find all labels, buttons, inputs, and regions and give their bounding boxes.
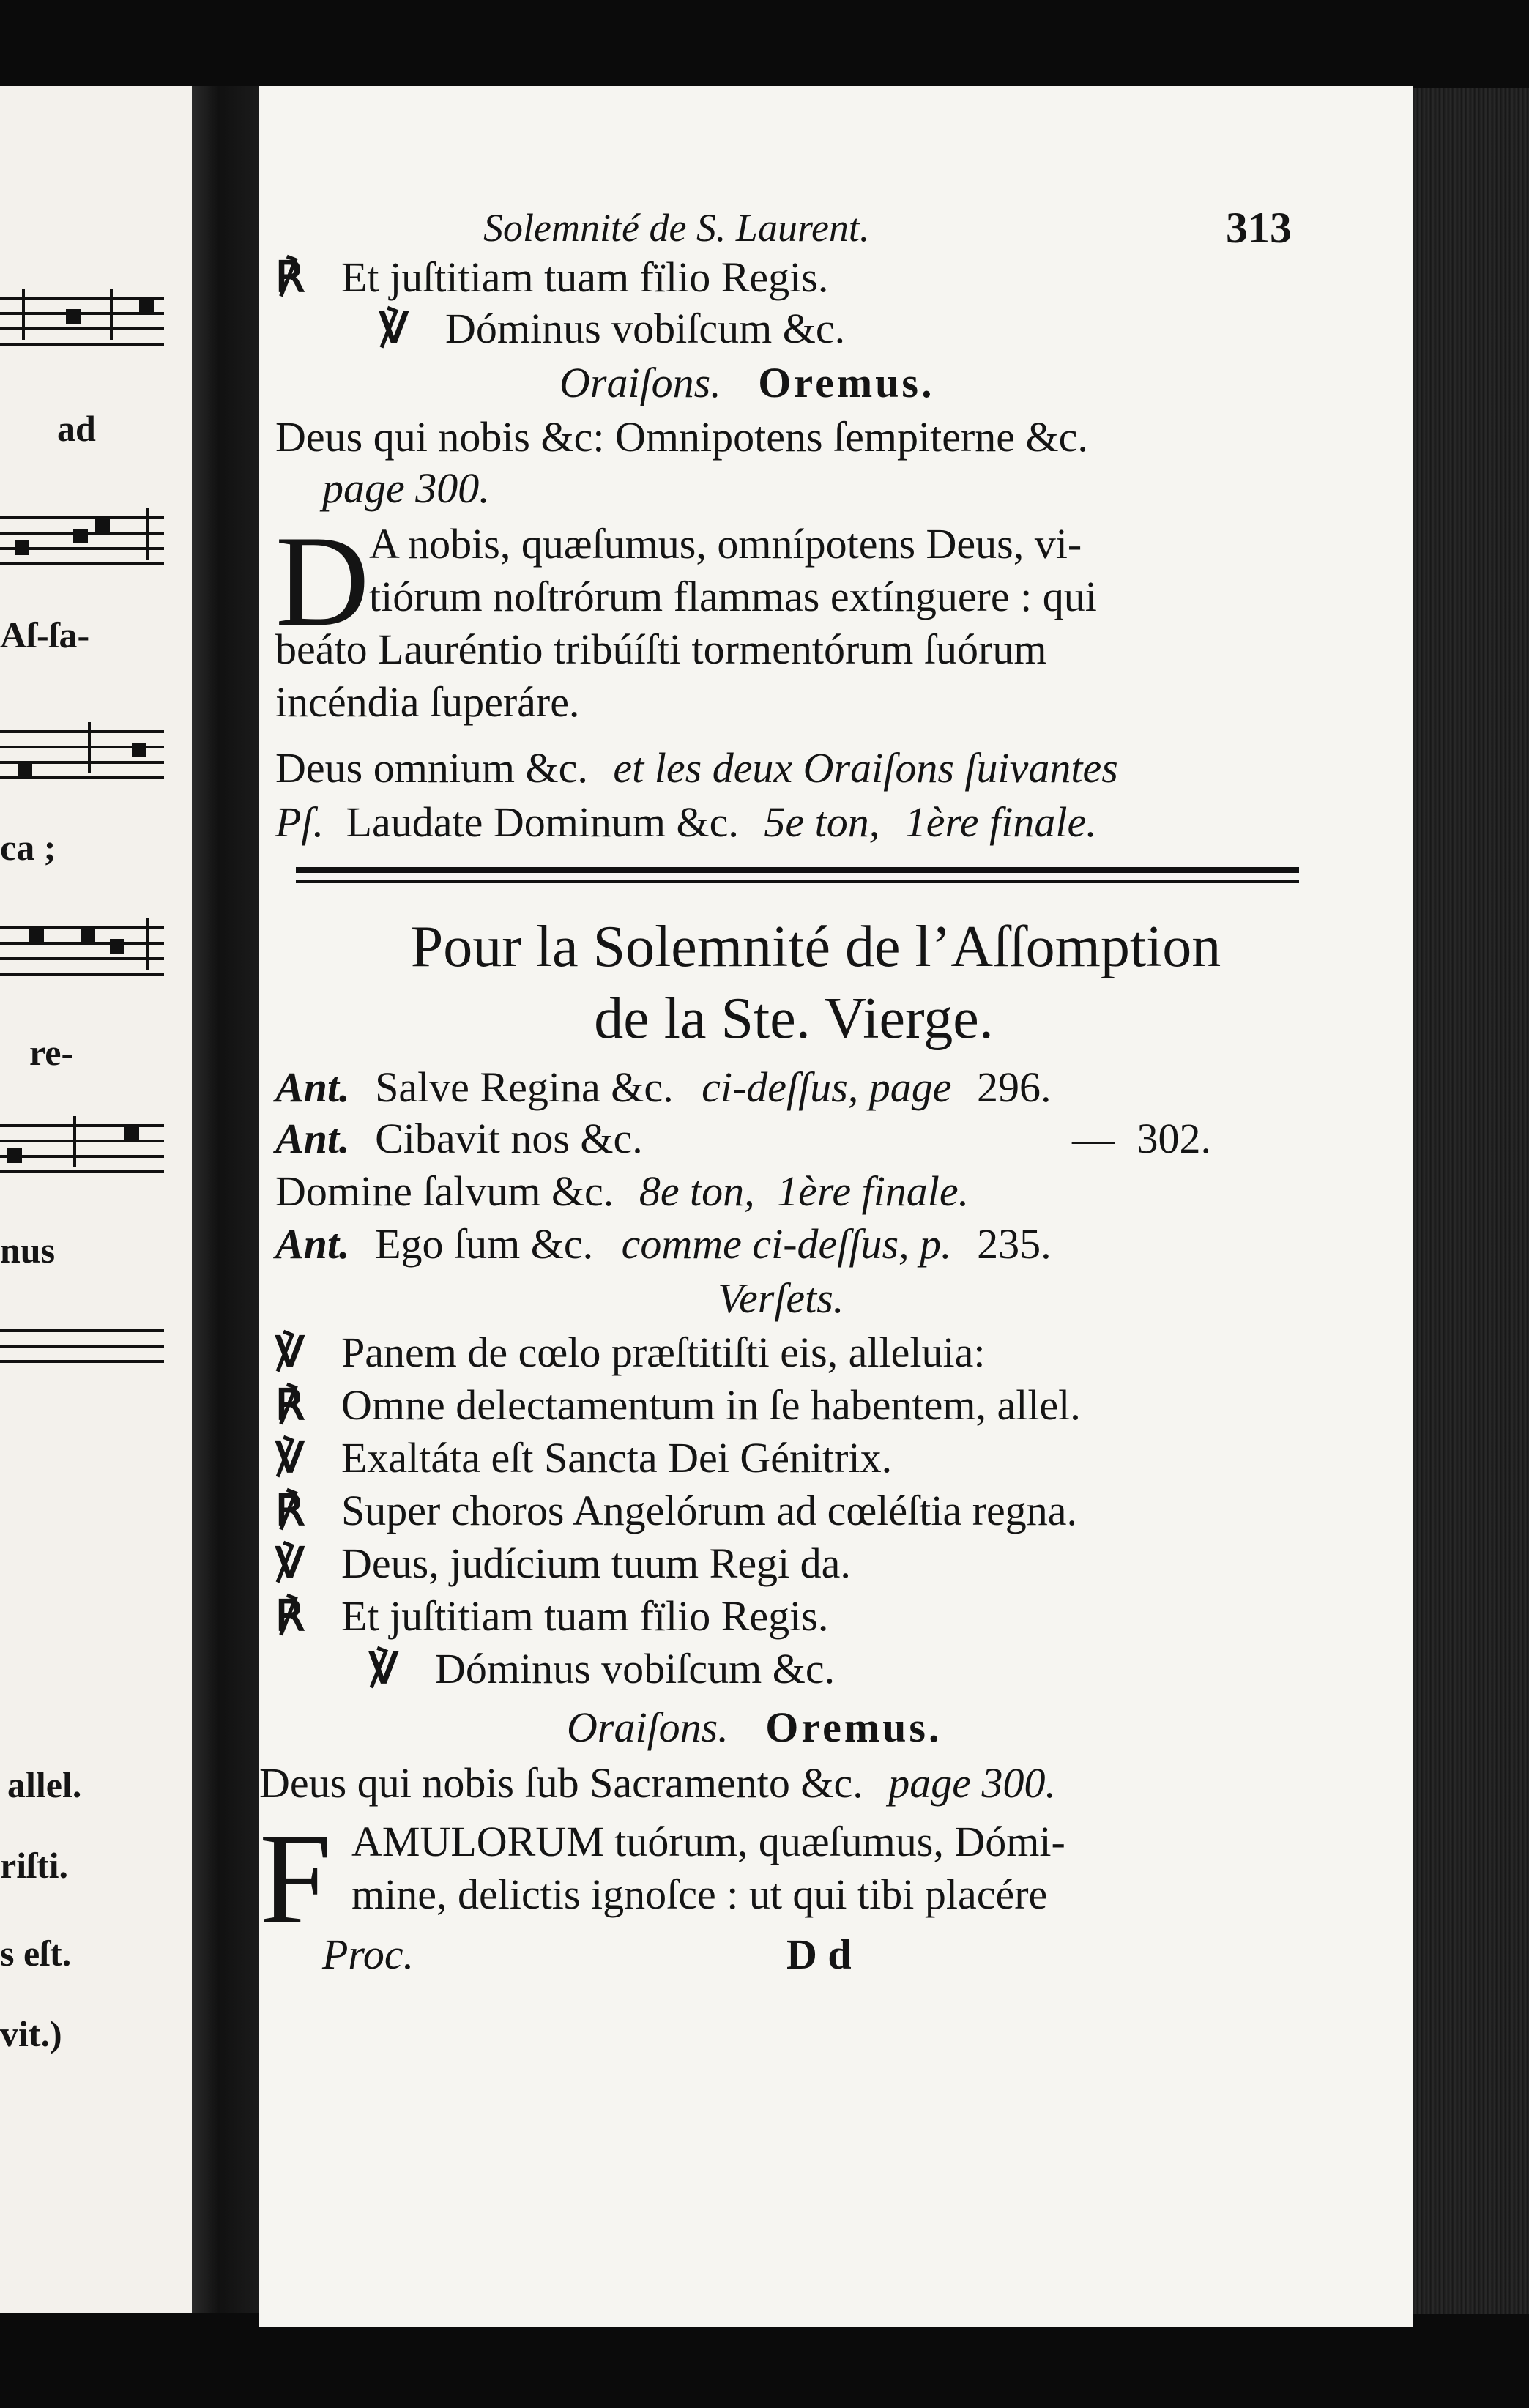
versicle-symbol: ℣	[275, 1539, 305, 1587]
oraisons-heading	[567, 1702, 942, 1753]
catchword: Proc.	[322, 1931, 414, 1978]
section-heading: Pour la Solemnité de l’Aſſomption	[410, 915, 1221, 979]
verset-text: Et juſtitiam tuam fïlio Regis.	[341, 1592, 829, 1640]
psalm-line	[275, 797, 1097, 848]
antiphon-line	[275, 1113, 643, 1164]
oraisons-label: Oraiſons.	[567, 1703, 729, 1751]
page-number: 313	[1226, 204, 1292, 252]
antiphon-text: Salve Regina &c.	[375, 1063, 674, 1111]
page-reference: page 300.	[322, 464, 490, 512]
antiphon-label: Ant.	[275, 1063, 350, 1111]
prayer-line: incéndia ſuperáre.	[275, 678, 580, 726]
left-fragment-text: riſti.	[0, 1845, 69, 1886]
psalm-text: Laudate Dominum &c.	[346, 798, 739, 846]
left-page-fragment	[0, 86, 192, 2313]
prayer-line: tiórum noſtrórum flammas extínguere : qui	[369, 573, 1097, 620]
prayer-line: AMULORUM tuórum, quæſumus, Dómi-	[351, 1818, 1065, 1865]
music-staff	[0, 1317, 164, 1375]
verset-text: Panem de cœlo præſtitiſti eis, alleluia:	[341, 1329, 986, 1376]
left-fragment-text: allel.	[7, 1764, 82, 1805]
versicle-text: Dóminus vobiſcum &c.	[445, 305, 846, 352]
left-fragment-text: ca ;	[0, 827, 56, 868]
music-staff	[0, 718, 164, 781]
book-gutter	[192, 86, 259, 2313]
drop-cap: F	[259, 1806, 332, 1951]
divider-rule	[296, 880, 1299, 883]
response-symbol: ℟	[275, 1592, 305, 1640]
response-line	[275, 252, 828, 303]
antiphon-page-ref	[1072, 1113, 1211, 1164]
left-fragment-text: re-	[29, 1032, 74, 1073]
signature-mark: D d	[786, 1931, 852, 1978]
antiphon-page: 296.	[977, 1063, 1052, 1111]
antiphon-line	[275, 1062, 1052, 1113]
response-symbol: ℟	[275, 1381, 305, 1429]
book-page	[259, 86, 1413, 2327]
music-staff	[0, 1112, 164, 1175]
left-fragment-text: ad	[57, 408, 96, 449]
running-head: Solemnité de S. Laurent.	[483, 206, 870, 250]
divider-rule	[296, 867, 1299, 873]
rubric-line	[275, 743, 1118, 794]
music-staff	[0, 284, 164, 347]
response-text: Et juſtitiam tuam fïlio Regis.	[341, 253, 829, 301]
antiphon-label: Ant.	[275, 1220, 350, 1268]
antiphon-reference: comme ci-deſſus, p.	[621, 1220, 952, 1268]
verset-line	[275, 1538, 851, 1589]
verset-text: Dóminus vobiſcum &c.	[435, 1645, 836, 1692]
text-line: Deus qui nobis &c: Omnipotens ſempiterne &c.	[275, 413, 1088, 461]
oremus-label: Oremus.	[758, 359, 935, 406]
versets-heading: Verſets.	[718, 1274, 844, 1322]
domine-line	[275, 1166, 969, 1217]
deus-text: Deus qui nobis ſub Sacramento &c.	[259, 1759, 863, 1807]
prayer-line: mine, delictis ignoſce : ut qui tibi placére	[351, 1870, 1048, 1918]
left-fragment-text: Aſ-ſa-	[0, 614, 90, 655]
antiphon-page: 302.	[1136, 1115, 1211, 1162]
section-heading: de la Ste. Vierge.	[594, 986, 994, 1051]
rubric-italic: et les deux Oraiſons ſuivantes	[613, 744, 1118, 792]
psalm-label: Pſ.	[275, 798, 324, 846]
versicle-symbol: ℣	[275, 1329, 305, 1376]
rubric-text: Deus omnium &c.	[275, 744, 588, 792]
domine-finale: 1ère finale.	[777, 1167, 970, 1215]
prayer-line: beáto Lauréntio tribúíſti tormentórum ſuórum	[275, 625, 1047, 673]
verset-text: Exaltáta eſt Sancta Dei Génitrix.	[341, 1434, 893, 1482]
left-fragment-text: vit.)	[0, 2013, 62, 2054]
music-staff	[0, 504, 164, 567]
verset-line	[275, 1485, 1077, 1536]
oraisons-label: Oraiſons.	[559, 359, 721, 406]
verset-line	[275, 1327, 986, 1378]
dash: —	[1072, 1115, 1115, 1162]
antiphon-line	[275, 1219, 1052, 1270]
text-line	[259, 1758, 1056, 1809]
verset-line	[275, 1380, 1081, 1431]
verset-line	[275, 1432, 892, 1484]
page-reference: page 300.	[888, 1759, 1056, 1807]
verset-text: Deus, judícium tuum Regi da.	[341, 1539, 851, 1587]
verset-text: Omne delectamentum in ſe habentem, allel.	[341, 1381, 1081, 1429]
left-fragment-text: nus	[0, 1230, 56, 1271]
antiphon-text: Cibavit nos &c.	[375, 1115, 643, 1162]
psalm-tone: 5e ton,	[764, 798, 880, 846]
response-symbol: ℟	[275, 1487, 305, 1534]
antiphon-page: 235.	[977, 1220, 1052, 1268]
music-staff	[0, 914, 164, 977]
verset-line	[369, 1643, 835, 1695]
prayer-line: A nobis, quæſumus, omnípotens Deus, vi-	[369, 520, 1082, 568]
verset-text: Super choros Angelórum ad cœléſtia regna.	[341, 1487, 1078, 1534]
versicle-line	[379, 303, 845, 354]
response-symbol: ℟	[275, 253, 305, 301]
antiphon-text: Ego ſum &c.	[375, 1220, 594, 1268]
psalm-finale: 1ère finale.	[904, 798, 1097, 846]
page-edges	[1413, 88, 1529, 2314]
verset-line	[275, 1591, 828, 1642]
oraisons-heading	[559, 357, 934, 409]
domine-tone: 8e ton,	[639, 1167, 755, 1215]
antiphon-reference: ci-deſſus, page	[702, 1063, 952, 1111]
versicle-symbol: ℣	[369, 1645, 398, 1692]
versicle-symbol: ℣	[379, 305, 409, 352]
antiphon-label: Ant.	[275, 1115, 350, 1162]
oremus-label: Oremus.	[765, 1703, 942, 1751]
left-fragment-text: s eſt.	[0, 1933, 72, 1974]
domine-text: Domine ſalvum &c.	[275, 1167, 614, 1215]
versicle-symbol: ℣	[275, 1434, 305, 1482]
drop-cap: D	[275, 508, 370, 653]
